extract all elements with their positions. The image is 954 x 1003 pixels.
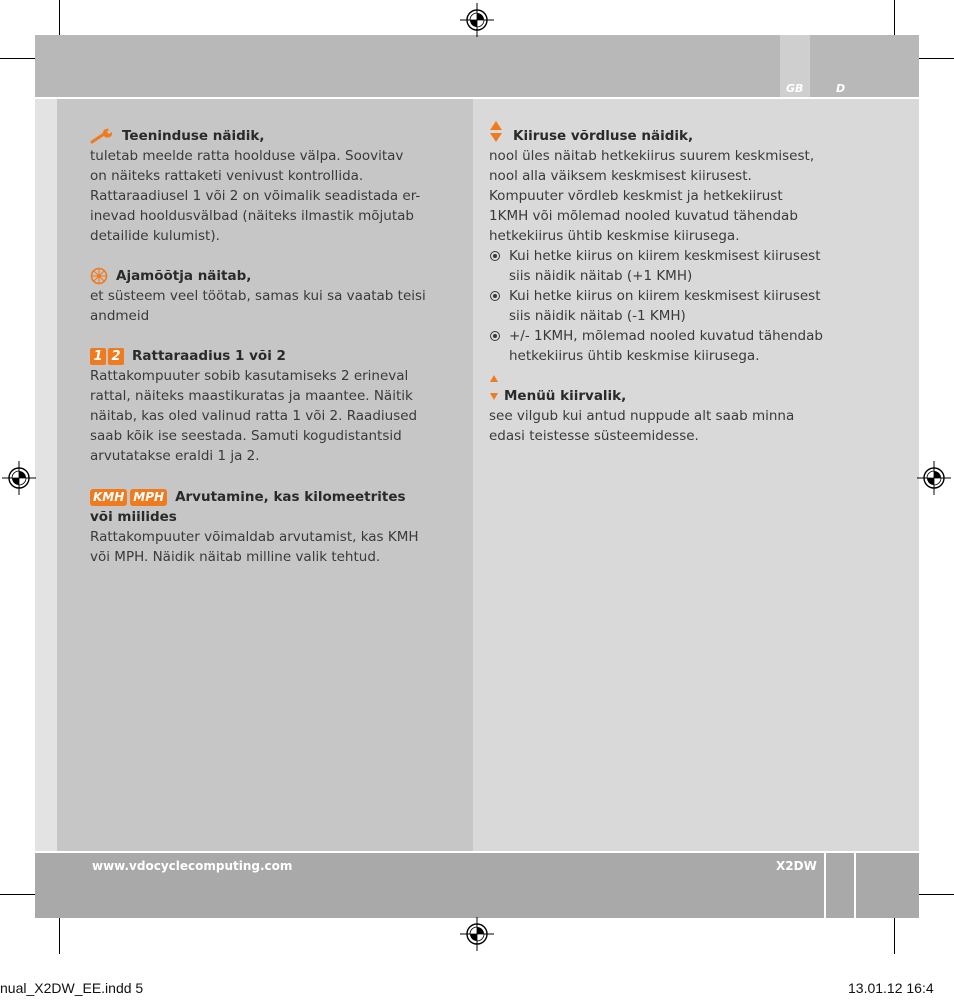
list-item: +/- 1KMH, mõlemad nooled kuvatud tähendab hetkekiirus ühtib keskmise kiirusega. bbox=[489, 326, 869, 366]
registration-mark-icon bbox=[460, 3, 494, 37]
section-wheel-radius bbox=[90, 346, 460, 466]
section-body: see vilgub kui antud nuppude alt saab minna edasi teistesse süsteemidesse. bbox=[489, 408, 795, 444]
list-item: Kui hetke kiirus on kiirem keskmisest kiirusest siis näidik näitab (-1 KMH) bbox=[489, 286, 869, 326]
crop-mark bbox=[919, 894, 954, 895]
kmh-badge: KMH bbox=[90, 489, 127, 506]
wheel-2-badge: 2 bbox=[108, 348, 124, 365]
crop-mark bbox=[0, 58, 35, 59]
crop-mark bbox=[919, 58, 954, 59]
section-service-indicator bbox=[90, 126, 460, 246]
section-body: Rattakompuuter sobib kasutamiseks 2 erineval rattal, näiteks maastikuratas ja maantee. Näitik näitab, kas oled valinud ratta 1 või 2. Raadiused saab kõik ise seestada. Samuti kogudistantsid arvutatakse eraldi 1 ja 2. bbox=[90, 368, 418, 464]
section-heading: 1 2 Rattaraadius 1 või 2 bbox=[90, 346, 460, 366]
crop-mark bbox=[894, 918, 895, 954]
footer-product: X2DW bbox=[776, 859, 817, 873]
crop-mark bbox=[59, 0, 60, 35]
registration-mark-icon bbox=[460, 917, 494, 951]
bullet-list bbox=[489, 246, 869, 366]
slug-filename: nual_X2DW_EE.indd 5 bbox=[0, 980, 144, 996]
wrench-icon bbox=[90, 128, 114, 144]
section-heading: Menüü kiirvalik, bbox=[504, 388, 627, 404]
bullet-icon bbox=[490, 291, 500, 301]
section-body: et süsteem veel töötab, samas kui sa vaatab teisi andmeid bbox=[90, 288, 426, 324]
section-heading: Ajamõõtja näitab, bbox=[90, 266, 460, 286]
footer-url: www.vdocyclecomputing.com bbox=[92, 859, 293, 873]
section-unit-selection bbox=[90, 487, 460, 567]
section-body: Rattakompuuter võimaldab arvutamist, kas KMH või MPH. Näidik näitab milline valik tehtud. bbox=[90, 529, 419, 565]
menu-arrows-icon bbox=[489, 374, 499, 404]
tab-d: D bbox=[836, 82, 846, 95]
wheel-icon bbox=[90, 267, 108, 285]
section-heading: KMH MPH Arvutamine, kas kilomeetrites bbox=[90, 487, 460, 507]
bullet-icon bbox=[490, 251, 500, 261]
section-body: nool üles näitab hetkekiirus suurem keskmisest, nool alla väiksem keskmisest kiirusest. Kompuuter võrdleb keskmist ja hetkekiirust 1KMH või mõlemad nooled kuvatud tähendab hetkekiirus ühtib keskmise kiirusega. bbox=[489, 148, 815, 244]
registration-mark-icon bbox=[917, 461, 951, 495]
section-heading: Kiiruse võrdluse näidik, bbox=[489, 126, 869, 146]
section-body: tuletab meelde ratta hoolduse välpa. Soovitav on näiteks rattaketi venivust kontrollida. Rattaraadiusel 1 või 2 on võimalik seadistada er- inevad hooldusvälbad (näiteks ilmastik mõjutab detailide kulumist). bbox=[90, 148, 421, 244]
crop-mark bbox=[59, 918, 60, 954]
crop-mark bbox=[894, 0, 895, 35]
footer-separator bbox=[854, 853, 856, 918]
section-timer-indicator bbox=[90, 266, 460, 326]
section-menu-quick-select bbox=[489, 374, 869, 446]
section-heading: Teeninduse näidik, bbox=[90, 126, 460, 146]
slug-date: 13.01.12 16:4 bbox=[848, 980, 934, 996]
left-margin-strip bbox=[35, 99, 57, 851]
crop-mark bbox=[0, 894, 35, 895]
mph-badge: MPH bbox=[130, 489, 167, 506]
footer-separator bbox=[824, 853, 826, 918]
wheel-1-badge: 1 bbox=[90, 348, 106, 365]
tab-gb: GB bbox=[786, 82, 804, 95]
bullet-icon bbox=[490, 331, 500, 341]
section-heading-line2: või miilides bbox=[90, 509, 177, 525]
registration-mark-icon bbox=[2, 461, 36, 495]
section-speed-comparison bbox=[489, 120, 869, 366]
up-down-arrows-icon bbox=[489, 121, 503, 143]
list-item: Kui hetke kiirus on kiirem keskmisest kiirusest siis näidik näitab (+1 KMH) bbox=[489, 246, 869, 286]
